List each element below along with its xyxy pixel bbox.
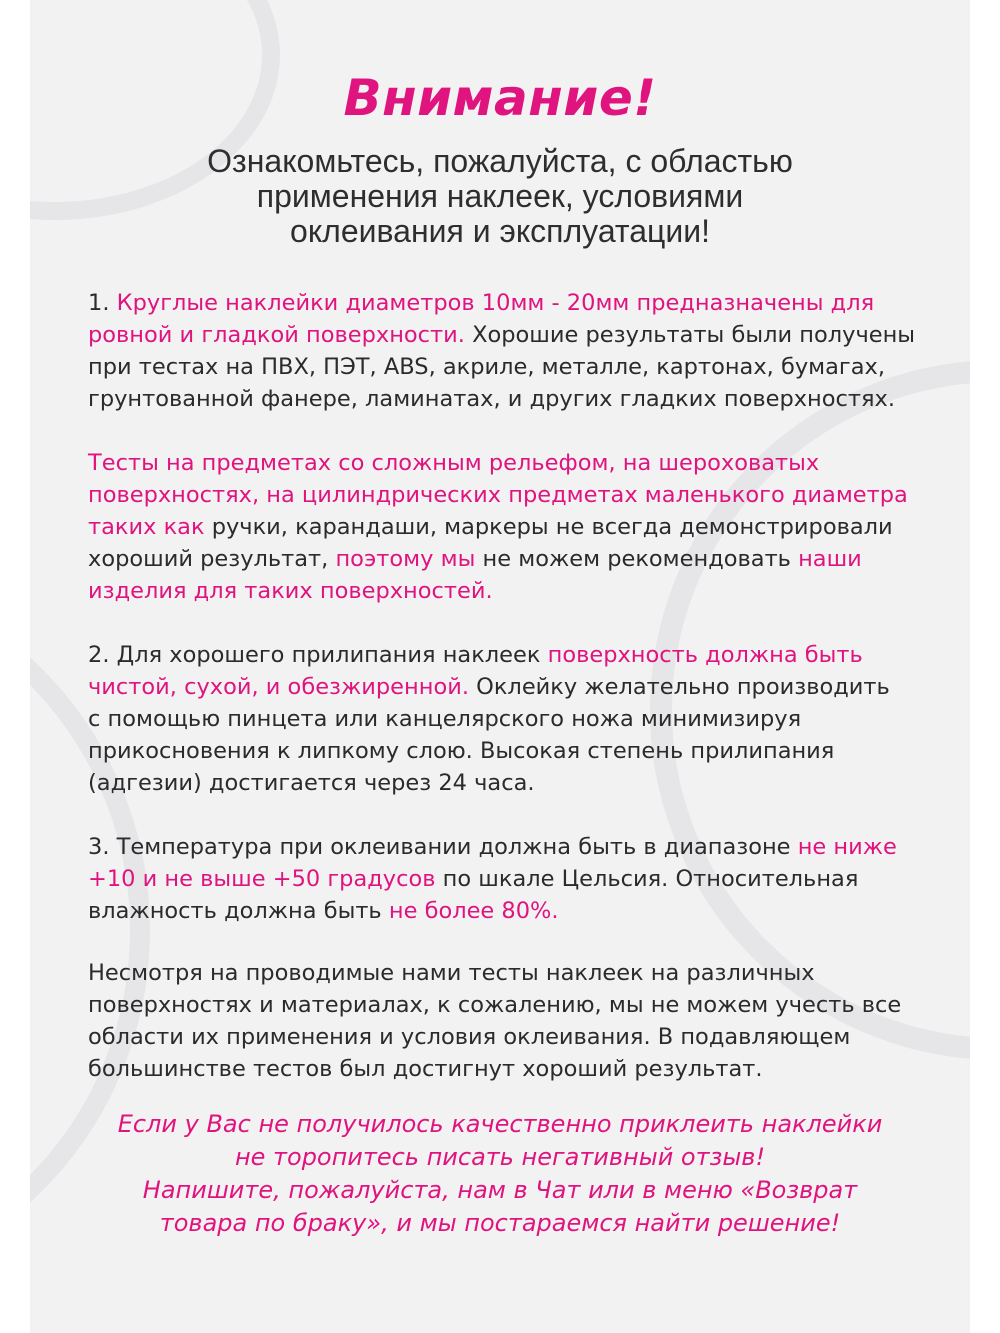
- page-title: Внимание!: [343, 69, 657, 127]
- paragraph-line: [88, 543, 938, 575]
- paragraph-line: поверхностях, на цилиндрических предметах маленького диаметра: [88, 482, 908, 508]
- closing-note: [70, 1108, 930, 1240]
- paragraph-line: Тесты на предметах со сложным рельефом, на шероховатых: [88, 450, 820, 476]
- paragraph-line: при тестах на ПВХ, ПЭТ, ABS, акриле, металле, картонах, бумагах,: [88, 354, 885, 380]
- paragraph-line: большинстве тестов был достигнут хороший результат.: [88, 1056, 763, 1082]
- paragraph-1-surfaces: [88, 287, 938, 415]
- text-run: 1.: [88, 290, 117, 316]
- text-run: не можем рекомендовать: [475, 546, 799, 572]
- intro-line: Ознакомьтесь, пожалуйста, с областью: [207, 143, 793, 179]
- highlight-text: таких как: [88, 514, 205, 540]
- paragraph-line: с помощью пинцета или канцелярского ножа минимизируя: [88, 706, 802, 732]
- paragraph-line: поверхностях и материалах, к сожалению, мы не можем учесть все: [88, 992, 902, 1018]
- paragraph-3-temperature: [88, 831, 938, 927]
- highlight-text: +10 и не выше +50 градусов: [88, 866, 436, 892]
- paragraph-line: [88, 287, 938, 319]
- highlight-text: не более 80%.: [388, 898, 559, 924]
- intro-line: применения наклеек, условиями: [256, 178, 744, 214]
- highlight-text: не ниже: [797, 834, 897, 860]
- highlight-text: чистой, сухой, и обезжиренной.: [88, 674, 469, 700]
- closing-line: Если у Вас не получилось качественно приклеить наклейки: [117, 1110, 883, 1138]
- paragraph-line: [88, 319, 938, 351]
- highlight-text: наши: [798, 546, 862, 572]
- paragraph-line: [88, 895, 938, 927]
- text-run: Оклейку желательно производить: [468, 674, 890, 700]
- text-run: Хорошие результаты были получены: [464, 322, 916, 348]
- paragraph-line: Несмотря на проводимые нами тесты наклеек на различных: [88, 960, 815, 986]
- text-run: ручки, карандаши, маркеры не всегда демонстрировали: [204, 514, 893, 540]
- text-run: 3. Температура при оклеивании должна быть в диапазоне: [88, 834, 798, 860]
- intro-text: [70, 144, 930, 249]
- paragraph-line: [88, 831, 938, 863]
- intro-line: оклеивания и эксплуатации!: [290, 213, 710, 249]
- sheet-content: [30, 0, 970, 1333]
- closing-line: не торопитесь писать негативный отзыв!: [234, 1143, 766, 1171]
- highlight-text: Круглые наклейки диаметров 10мм - 20мм предназначены для: [116, 290, 875, 316]
- paragraph-line: прикосновения к липкому слою. Высокая степень прилипания: [88, 738, 835, 764]
- paragraph-disclaimer: [88, 957, 938, 1085]
- closing-line: товара по браку», и мы постараемся найти решение!: [159, 1209, 841, 1237]
- instruction-sheet: [30, 0, 970, 1333]
- text-run: по шкале Цельсия. Относительная: [435, 866, 859, 892]
- paragraph-line: грунтованной фанере, ламинатах, и других гладких поверхностях.: [88, 386, 896, 412]
- paragraph-line: [88, 639, 938, 671]
- text-run: хороший результат,: [88, 546, 336, 572]
- paragraph-line: [88, 511, 938, 543]
- paragraph-2-adhesion: [88, 639, 938, 799]
- highlight-text: поэтому мы: [335, 546, 476, 572]
- paragraph-line: [88, 863, 938, 895]
- text-run: 2. Для хорошего прилипания наклеек: [88, 642, 548, 668]
- paragraph-line: [88, 671, 938, 703]
- closing-line: Напишите, пожалуйста, нам в Чат или в меню «Возврат: [142, 1176, 858, 1204]
- highlight-text: ровной и гладкой поверхности.: [88, 322, 465, 348]
- paragraph-line: изделия для таких поверхностей.: [88, 578, 493, 604]
- highlight-text: поверхность должна быть: [547, 642, 863, 668]
- paragraph-line: (адгезии) достигается через 24 часа.: [88, 770, 535, 796]
- text-run: влажность должна быть: [88, 898, 389, 924]
- paragraph-line: области их применения и условия оклеивания. В подавляющем: [88, 1024, 851, 1050]
- paragraph-complex-surfaces: [88, 447, 938, 607]
